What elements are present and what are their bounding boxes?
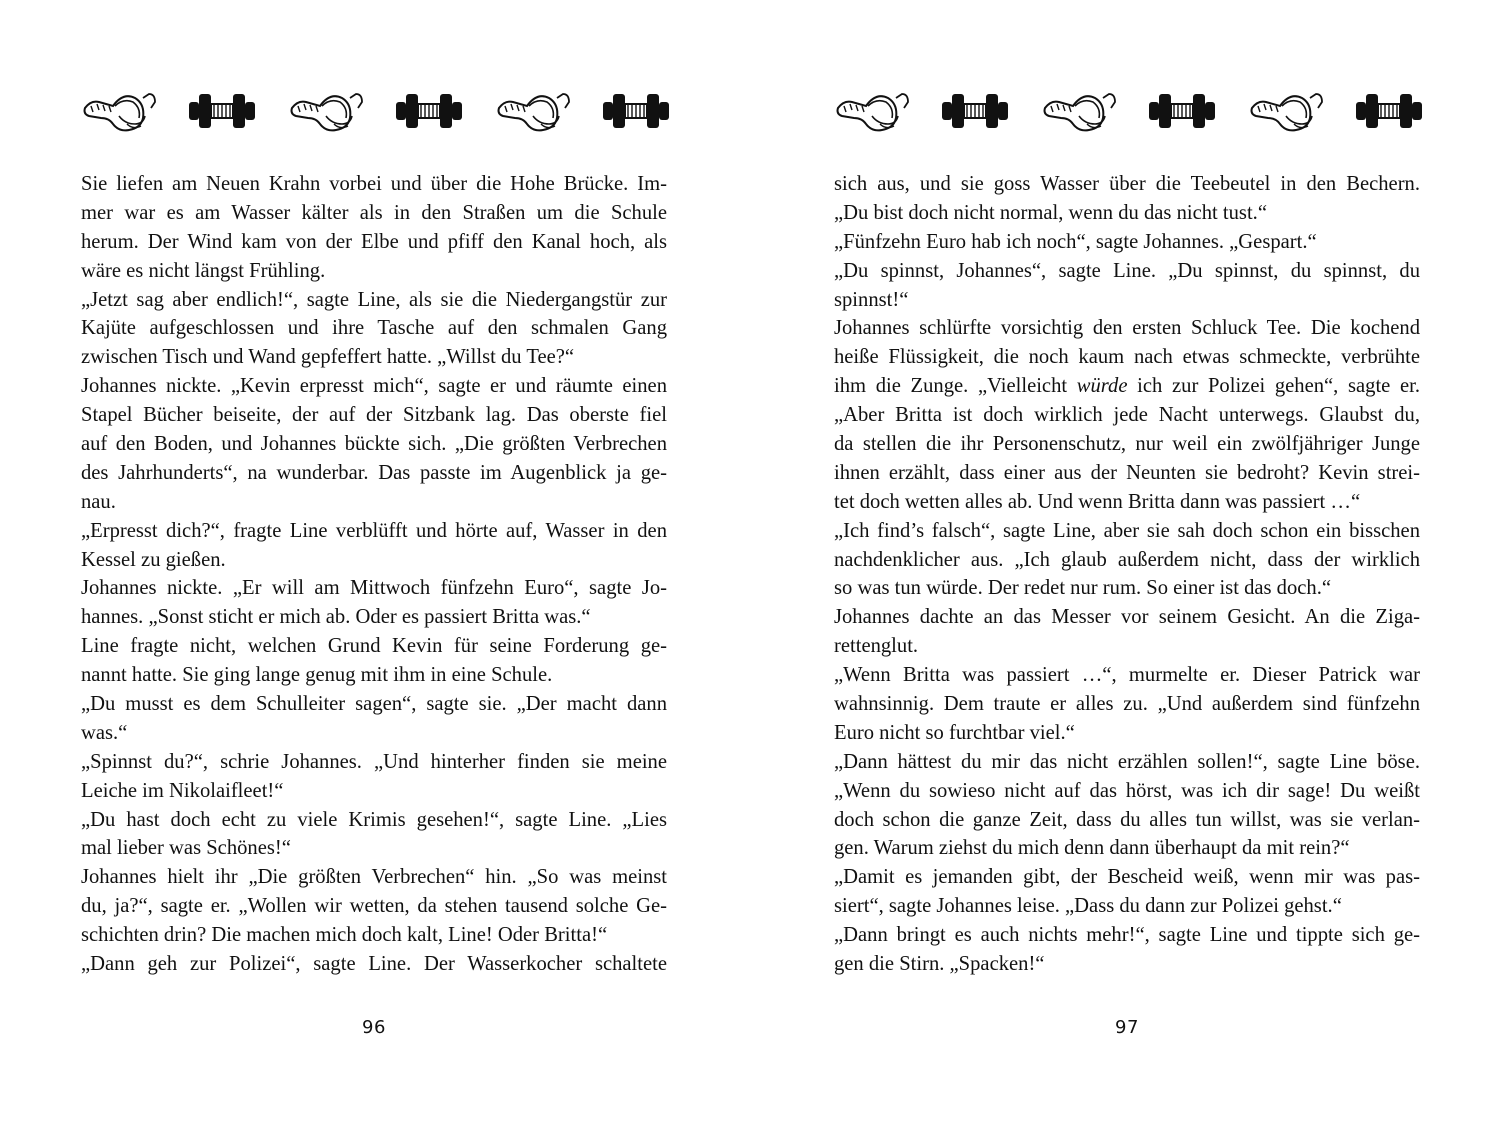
text-line <box>834 719 1420 748</box>
text-run: „Wenn Britta was passiert …“, murmelte er. Dieser Patrick war <box>834 664 1420 687</box>
body-text <box>81 170 667 979</box>
sneaker-icon <box>834 86 910 134</box>
text-run: „Du hast doch echt zu viele Krimis gesehen!“, sagte Line. „Lies <box>81 808 667 831</box>
text-line <box>81 603 667 632</box>
text-line <box>81 459 667 488</box>
text-line <box>834 430 1420 459</box>
text-line <box>81 199 667 228</box>
text-line <box>81 228 667 257</box>
text-run: nachdenklicher aus. „Ich glaub außerdem nicht, dass der wirklich <box>834 548 1420 571</box>
text-line <box>834 632 1420 661</box>
text-run: du, ja?“, sagte er. „Wollen wir wetten, da stehen tausend solche Ge- <box>81 895 667 918</box>
text-run: ihm die Zunge. „Vielleicht <box>834 375 1077 398</box>
text-run: „Dann hättest du mir das nicht erzählen sollen!“, sagte Line böse. <box>834 750 1420 773</box>
text-run: „Fünfzehn Euro hab ich noch“, sagte Johannes. „Gespart.“ <box>834 230 1317 253</box>
page-header-ornaments <box>834 84 1424 136</box>
page-number: 96 <box>362 1017 386 1038</box>
text-run: tet doch wetten alles ab. Und wenn Britta dann was passiert …“ <box>834 490 1361 513</box>
text-run: Sie liefen am Neuen Krahn vorbei und über die Hohe Brücke. Im- <box>81 173 667 195</box>
text-line <box>81 661 667 690</box>
text-line <box>81 777 667 806</box>
text-run: da stellen die ihr Personenschutz, nur weil ein zwölfjähriger Junge <box>834 433 1420 456</box>
text-run: „Aber Britta ist doch wirklich jede Nacht unterwegs. Glaubst du, <box>834 404 1420 427</box>
text-run: „Du musst es dem Schulleiter sagen“, sagte sie. „Der macht dann <box>81 693 667 716</box>
text-run: „Jetzt sag aber endlich!“, sagte Line, als sie die Niedergangstür zur <box>81 288 667 311</box>
right-page <box>834 0 1424 1140</box>
text-line <box>834 921 1420 950</box>
text-line <box>834 314 1420 343</box>
sneaker-icon <box>81 86 157 134</box>
text-run: hannes. „Sonst sticht er mich ab. Oder es passiert Britta was.“ <box>81 606 591 629</box>
text-run: so was tun würde. Der redet nur rum. So einer ist das doch.“ <box>834 577 1331 600</box>
text-line <box>81 170 667 199</box>
sneaker-icon <box>495 86 571 134</box>
text-line <box>81 343 667 372</box>
text-run: Line fragte nicht, welchen Grund Kevin für seine Forderung ge- <box>81 635 667 658</box>
text-run: „Du bist doch nicht normal, wenn du das nicht tust.“ <box>834 201 1267 224</box>
text-run: zwischen Tisch und Wand gepfeffert hatte. „Willst du Tee?“ <box>81 346 575 369</box>
text-line <box>834 372 1420 401</box>
text-run: sich aus, und sie goss Wasser über die Teebeutel in den Bechern. <box>834 173 1420 195</box>
text-line <box>834 603 1420 632</box>
body-text <box>834 170 1420 979</box>
text-run: schichten drin? Die machen mich doch kalt, Line! Oder Britta!“ <box>81 924 608 947</box>
text-run: Johannes dachte an das Messer vor seinem Gesicht. An die Ziga- <box>834 606 1420 629</box>
page-header-ornaments <box>81 84 671 136</box>
text-line <box>81 690 667 719</box>
text-run: Leiche im Nikolaifleet!“ <box>81 779 284 802</box>
text-line <box>834 488 1420 517</box>
text-run: wäre es nicht längst Frühling. <box>81 259 326 282</box>
text-line <box>81 834 667 863</box>
text-line <box>834 401 1420 430</box>
text-line <box>81 950 667 979</box>
text-run: auf den Boden, und Johannes bückte sich. „Die größten Verbrechen <box>81 433 667 456</box>
text-line <box>834 546 1420 575</box>
text-run: Kajüte aufgeschlossen und ihre Tasche auf den schmalen Gang <box>81 317 667 340</box>
text-line <box>834 950 1420 979</box>
text-run: Kessel zu gießen. <box>81 548 226 571</box>
text-line <box>834 170 1420 199</box>
text-line <box>81 430 667 459</box>
text-line <box>834 199 1420 228</box>
dumbbell-icon <box>1354 86 1424 134</box>
text-run: „Ich find’s falsch“, sagte Line, aber sie sah doch schon ein bisschen <box>834 519 1420 542</box>
text-run: „Dann bringt es auch nichts mehr!“, sagte Line und tippte sich ge- <box>834 924 1420 947</box>
dumbbell-icon <box>394 86 464 134</box>
text-line <box>81 921 667 950</box>
left-page <box>81 0 671 1140</box>
text-line <box>81 892 667 921</box>
text-run: des Jahrhunderts“, na wunderbar. Das passte im Augenblick ja ge- <box>81 461 667 484</box>
text-line <box>81 632 667 661</box>
dumbbell-icon <box>940 86 1010 134</box>
text-run: ihnen erzählt, dass einer aus der Neunten sie bedroht? Kevin strei- <box>834 461 1420 484</box>
text-run: gen die Stirn. „Spacken!“ <box>834 953 1045 976</box>
text-run: „Du spinnst, Johannes“, sagte Line. „Du spinnst, du spinnst, du <box>834 259 1420 282</box>
text-run: herum. Der Wind kam von der Elbe und pfiff den Kanal hoch, als <box>81 230 667 253</box>
text-line <box>834 459 1420 488</box>
text-line <box>834 690 1420 719</box>
text-run: „Damit es jemanden gibt, der Bescheid weiß, wenn mir was pas- <box>834 866 1420 889</box>
text-run: spinnst!“ <box>834 288 909 311</box>
text-line <box>834 748 1420 777</box>
text-line <box>81 372 667 401</box>
text-line <box>81 719 667 748</box>
text-run: Stapel Bücher beiseite, der auf der Sitzbank lag. Das oberste fiel <box>81 404 667 427</box>
text-run: rettenglut. <box>834 635 919 658</box>
dumbbell-icon <box>601 86 671 134</box>
text-run: Euro nicht so furchtbar viel.“ <box>834 721 1075 744</box>
text-line <box>834 863 1420 892</box>
text-run: gen. Warum ziehst du mich denn dann überhaupt da mit rein?“ <box>834 837 1350 860</box>
text-line <box>81 546 667 575</box>
text-line <box>834 661 1420 690</box>
text-line <box>81 286 667 315</box>
text-run: nannt hatte. Sie ging lange genug mit ihm in eine Schule. <box>81 664 553 687</box>
text-run: nau. <box>81 490 116 513</box>
text-line <box>81 517 667 546</box>
text-run: mal lieber was Schönes!“ <box>81 837 291 860</box>
text-line <box>834 343 1420 372</box>
text-line <box>834 806 1420 835</box>
text-line <box>834 517 1420 546</box>
text-line <box>81 574 667 603</box>
text-run: Johannes nickte. „Er will am Mittwoch fünfzehn Euro“, sagte Jo- <box>81 577 667 600</box>
text-line <box>834 777 1420 806</box>
text-line <box>81 314 667 343</box>
text-line <box>834 257 1420 286</box>
dumbbell-icon <box>1147 86 1217 134</box>
text-line <box>81 488 667 517</box>
text-run: doch schon die ganze Zeit, dass du alles tun willst, was sie verlan- <box>834 808 1420 831</box>
text-line <box>834 286 1420 315</box>
text-run: siert“, sagte Johannes leise. „Dass du dann zur Polizei gehst.“ <box>834 895 1342 918</box>
sneaker-icon <box>288 86 364 134</box>
emphasized-word: würde <box>1076 375 1128 398</box>
text-run: wahnsinnig. Dem traute er alles zu. „Und außerdem sind fünfzehn <box>834 693 1420 716</box>
dumbbell-icon <box>187 86 257 134</box>
text-line <box>81 863 667 892</box>
text-run: heiße Flüssigkeit, die noch kaum nach etwas schmeckte, verbrühte <box>834 346 1420 369</box>
text-run: „Wenn du sowieso nicht auf das hörst, was ich dir sage! Du weißt <box>834 779 1420 802</box>
text-line <box>81 401 667 430</box>
text-run: mer war es am Wasser kälter als in den Straßen um die Schule <box>81 201 667 224</box>
text-run: „Spinnst du?“, schrie Johannes. „Und hinterher finden sie meine <box>81 750 667 773</box>
text-run: Johannes nickte. „Kevin erpresst mich“, sagte er und räumte einen <box>81 375 667 398</box>
sneaker-icon <box>1041 86 1117 134</box>
text-run: Johannes schlürfte vorsichtig den ersten Schluck Tee. Die kochend <box>834 317 1420 340</box>
text-line <box>834 892 1420 921</box>
text-run: was.“ <box>81 721 128 744</box>
sneaker-icon <box>1248 86 1324 134</box>
page-number: 97 <box>1115 1017 1139 1038</box>
text-line <box>81 257 667 286</box>
text-line <box>81 806 667 835</box>
text-run: ich zur Polizei gehen“, sagte er. <box>1127 375 1420 398</box>
text-run: „Erpresst dich?“, fragte Line verblüfft und hörte auf, Wasser in den <box>81 519 667 542</box>
text-line <box>834 834 1420 863</box>
text-line <box>81 748 667 777</box>
text-run: Johannes hielt ihr „Die größten Verbrechen“ hin. „So was meinst <box>81 866 667 889</box>
text-line <box>834 574 1420 603</box>
text-run: „Dann geh zur Polizei“, sagte Line. Der Wasserkocher schaltete <box>81 953 667 976</box>
text-line <box>834 228 1420 257</box>
